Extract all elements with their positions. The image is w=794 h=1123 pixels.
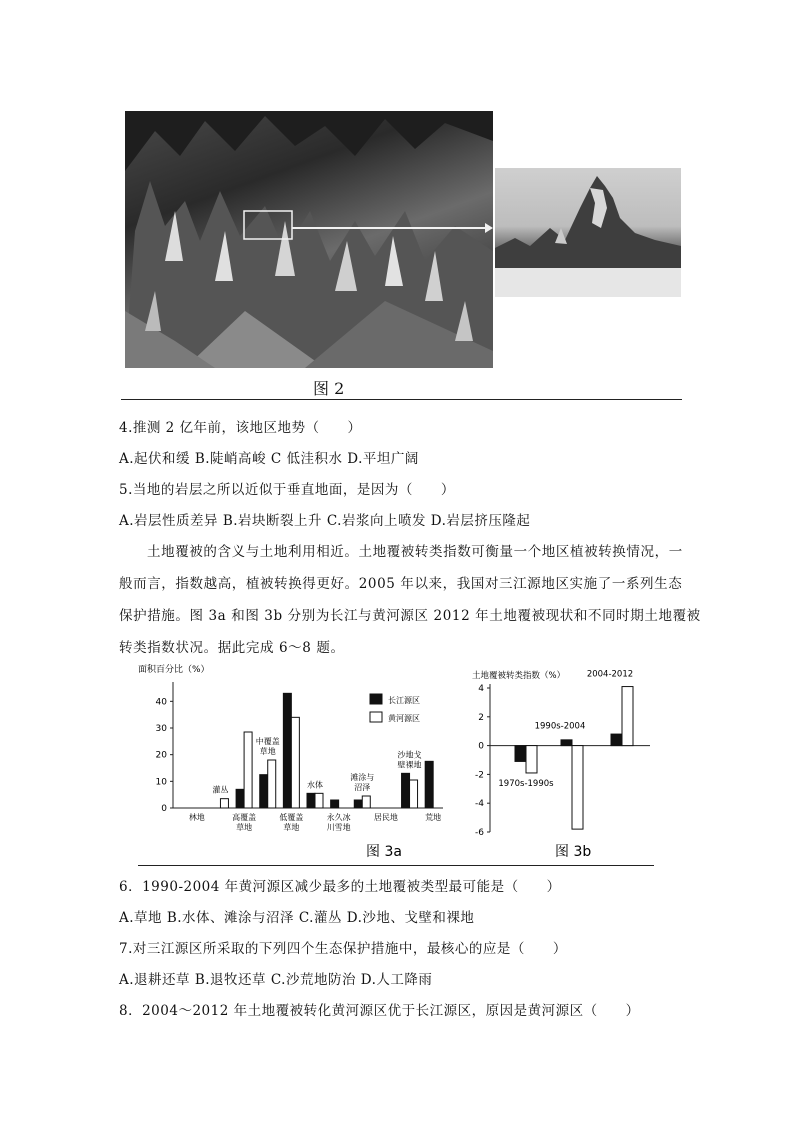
bar-changjiang: [283, 693, 291, 808]
bar-changjiang: [307, 793, 315, 808]
category-label: 草地: [283, 823, 300, 832]
category-label: 居民地: [373, 813, 398, 822]
passage-line-4: 转类指数状况。据此完成 6～8 题。: [119, 640, 345, 656]
figure-3a-caption: 图 3a: [366, 844, 402, 860]
y-axis-label: 面积百分比（%）: [138, 665, 210, 675]
y-axis-label: 土地覆被转类指数（%）: [472, 671, 566, 681]
y-tick-label: 20: [155, 750, 167, 761]
category-label: 低覆盖: [279, 813, 304, 822]
figure-3a-chart: [138, 660, 448, 860]
category-label: 草地: [236, 823, 253, 832]
category-label: 林地: [188, 813, 205, 822]
question-5-options: A.岩层性质差异 B.岩块断裂上升 C.岩浆向上喷发 D.岩层挤压隆起: [119, 513, 531, 529]
figure3-divider: [138, 865, 654, 866]
category-label: 荒地: [425, 813, 442, 822]
closeup-photo: [495, 168, 681, 297]
category-label: 滩涂与: [350, 773, 375, 782]
pinnacle-closeup-illustration: [495, 168, 681, 297]
question-6-options: A.草地 B.水体、滩涂与沼泽 C.灌丛 D.沙地、戈壁和裸地: [119, 910, 475, 926]
y-tick-label: -6: [475, 828, 484, 838]
question-6-stem: 6．1990-2004 年黄河源区减少最多的土地覆被类型最可能是（ ）: [119, 879, 561, 895]
bar-huanghe: [622, 687, 633, 746]
bar-changjiang: [402, 773, 410, 808]
question-4-options: A.起伏和缓 B.陡峭高峻 C 低洼积水 D.平坦广阔: [119, 451, 419, 467]
question-5-stem: 5.当地的岩层之所以近似于垂直地面，是因为（ ）: [119, 482, 455, 498]
y-tick-label: 4: [478, 684, 484, 694]
y-tick-label: 10: [155, 777, 167, 788]
y-tick-label: 40: [155, 697, 167, 708]
bar-changjiang: [425, 761, 433, 808]
legend-label: 黄河源区: [388, 714, 420, 723]
y-tick-label: 30: [155, 724, 167, 734]
category-label: 中覆盖: [255, 737, 280, 746]
category-label: 沼泽: [354, 783, 371, 792]
bar-changjiang: [561, 740, 572, 746]
category-label: 草地: [259, 747, 276, 756]
figure-3b-chart: [460, 660, 660, 860]
bar-changjiang: [331, 800, 339, 808]
category-label: 水体: [307, 780, 323, 790]
figure-3b-caption: 图 3b: [555, 844, 592, 860]
question-8-stem: 8．2004～2012 年土地覆被转化黄河源区优于长江源区，原因是黄河源区（ ）: [119, 1003, 640, 1019]
bar-changjiang: [354, 800, 362, 808]
y-tick-label: 0: [161, 804, 167, 814]
passage-line-2: 般而言，指数越高，植被转换得更好。2005 年以来，我国对三江源地区实施了一系列生态: [119, 576, 683, 592]
category-label: 川雪地: [326, 823, 351, 832]
bar-huanghe: [572, 746, 583, 830]
period-label: 2004-2012: [586, 669, 634, 680]
bar-huanghe: [244, 732, 252, 808]
y-tick-label: 0: [478, 741, 484, 752]
bar-huanghe: [291, 717, 299, 808]
bar-huanghe: [315, 793, 323, 808]
passage-line-3: 保护措施。图 3a 和图 3b 分别为长江与黄河源区 2012 年土地覆被现状和不同时期土地覆被: [119, 608, 701, 624]
figure2-divider: [121, 399, 682, 400]
bar-huanghe: [362, 796, 370, 808]
y-tick-label: 2: [478, 712, 484, 723]
category-label: 壁裸地: [397, 760, 422, 770]
bar-changjiang: [515, 746, 526, 762]
landscape-photo: [125, 111, 493, 368]
period-label: 1990s-2004: [534, 721, 586, 732]
category-label: 沙地戈: [397, 750, 422, 760]
question-7-options: A.退耕还草 B.退牧还草 C.沙荒地防治 D.人工降雨: [119, 972, 433, 988]
period-label: 1970s-1990s: [498, 778, 554, 789]
bar-changjiang: [611, 734, 622, 746]
category-label: 高覆盖: [232, 813, 257, 822]
bar-changjiang: [260, 775, 268, 808]
passage-line-1: 土地覆被的含义与土地利用相近。土地覆被转类指数可衡量一个地区植被转换情况，一: [147, 544, 683, 560]
bar-huanghe: [526, 746, 537, 773]
figure2-caption: 图 2: [313, 379, 345, 398]
bar-huanghe: [410, 780, 418, 808]
bar-huanghe: [220, 799, 228, 808]
legend-swatch: [370, 712, 382, 722]
question-7-stem: 7.对三江源区所采取的下列四个生态保护措施中，最核心的应是（ ）: [119, 941, 567, 957]
bar-huanghe: [268, 760, 276, 808]
category-label: 永久冰: [326, 813, 351, 822]
bar-changjiang: [236, 789, 244, 808]
y-tick-label: -2: [475, 770, 484, 781]
question-4-stem: 4.推测 2 亿年前，该地区地势（ ）: [119, 420, 362, 436]
category-label: 灌丛: [212, 785, 229, 795]
y-tick-label: -4: [475, 799, 484, 810]
legend-label: 长江源区: [388, 696, 420, 705]
rock-pinnacles-illustration: [125, 111, 493, 368]
legend-swatch: [370, 694, 382, 704]
